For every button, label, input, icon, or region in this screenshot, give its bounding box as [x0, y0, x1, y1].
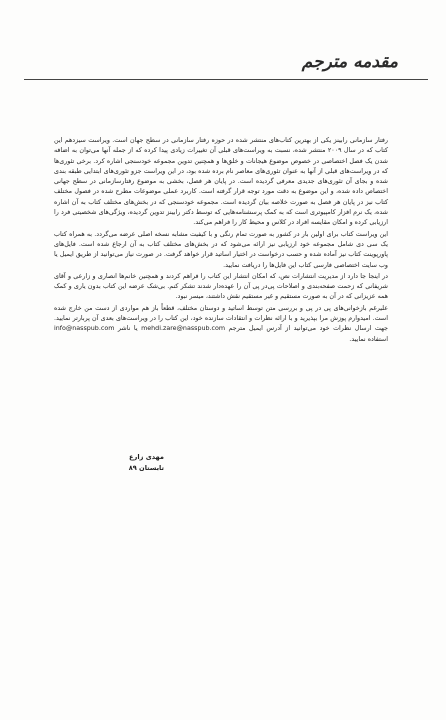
paragraph-3: در اینجا جا دارد از مدیریت انتشارات نص، که امکان انتشار این کتاب را فراهم کردند و همچنین خانم‌ها انصاری و زارعی و آقای شریفانی که زحمت صفحه‌بندی و اصلاحات پی‌در پی آن را عهده‌دار شدند تشکر کنم. بی‌شک عرضه این کتاب بدون یاری و کمک همه عزیزانی که در آن به صورت مستقیم و غیر مستقیم نقش داشتند، میسر نبود. [54, 272, 388, 301]
header-divider [24, 79, 428, 80]
translator-signature [129, 452, 164, 474]
preface-body [54, 136, 388, 346]
paragraph-1: رفتار سازمانی رابینز یکی از بهترین کتاب‌های منتشر شده در حوزه رفتار سازمانی در سطح جهان است. ویراست سیزدهم این کتاب که در سال ۲۰۰۹ منتشر شده، نسبت به ویراست‌های قبلی آن تغییرات زیادی پیدا کرده که از جمله آنها می‌توان به اضافه شدن یک فصل اختصاصی در خصوص موضوع هیجانات و خلق‌ها و همچنین تدوین مجموعه خودسنجی اشاره کرد. برخی تئوری‌ها که در ویراست‌های قبلی از آنها به عنوان تئوری‌های معاصر نام برده شده بود، در این ویراست جزو تئوری‌های ابتدایی طبقه بندی شده و بجای آن تئوری‌های جدیدی معرفی گردیده است. در پایان هر فصل، بخشی به موضوع رفتارسازمانی در سطح جهانی اختصاص داده شده، و این موضوع به دقت مورد توجه قرار گرفته است. کاربرد عملی موضوعات مطرح شده در فصول مختلف کتاب نیز در پایان هر فصل به صورت خلاصه بیان گردیده است. مجموعه خودسنجی که در بخش‌های مختلف کتاب به آن اشاره شده، یک نرم افزار کامپیوتری است که به کمک پرسشنامه‌هایی که توسط دکتر رابینز تدوین گردیده، ویژگی‌های شخصیتی فرد را ارزیابی کرده و امکان مقایسه افراد در کلاس و محیط کار را فراهم می‌کند. [54, 137, 388, 227]
chapter-header [302, 52, 398, 72]
paragraph-4: علیرغم بازخوانی‌های پی در پی و بررسی متن توسط اساتید و دوستان مختلف، قطعاً باز هم مواردی از دست من خارج شده است. امیدوارم پوزش مرا بپذیرید و با ارائه نظرات و انتقادات سازنده خود، این کتاب را در ویراست‌های بعدی آن پربارتر نمایید. جهت ارسال نظرات خود می‌توانید از آدرس ایمیل مترجم mehdi.zare@nasspub.com یا ناشر info@nasspub.com استفاده نمایید. [54, 304, 388, 343]
chapter-title: مقدمه مترجم [301, 52, 398, 72]
translator-name: مهدی زارع [129, 453, 164, 461]
signature-date: تابستان ۸۹ [128, 464, 164, 472]
paragraph-2: این ویراست کتاب برای اولین بار در کشور به صورت تمام رنگی و با کیفیت مشابه نسخه اصلی عرضه می‌گردد. به همراه کتاب یک سی دی شامل مجموعه خود ارزیابی نیز ارائه می‌شود که در بخش‌های مختلف کتاب به آن ارجاع شده است. فایل‌های پاورپوینت کتاب نیز آماده شده و حسب درخواست در اختیار اساتید قرار خواهد گرفت. در صورت نیاز می‌توانید از طریق ایمیل یا وب سایت اختصاصی فارسی کتاب این فایل‌ها را دریافت نمایید. [54, 230, 388, 269]
